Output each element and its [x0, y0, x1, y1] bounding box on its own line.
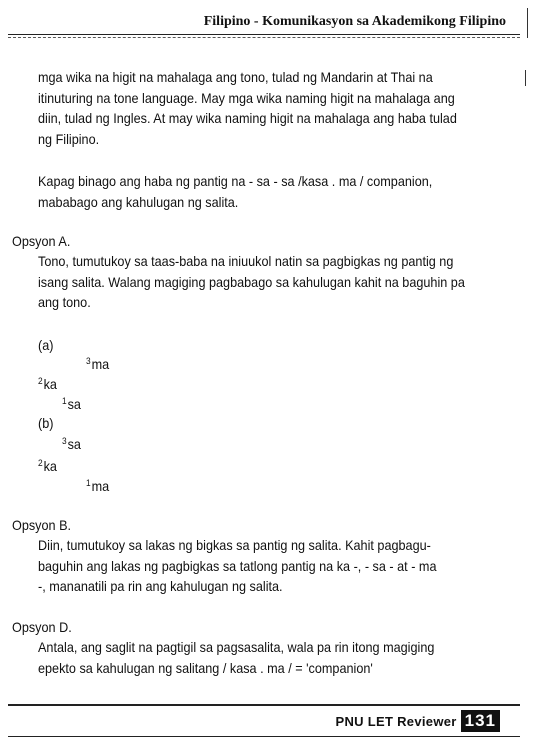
text-line: epekto sa kahulugan ng salitang / kasa . ma / = 'companion'	[38, 660, 373, 676]
paragraph-2	[38, 172, 432, 213]
text-line: isang salita. Walang magiging pagbabago sa kahulugan kahit na baguhin pa	[38, 274, 465, 290]
text-line: diin, tulad ng Ingles. At may wika naming higit na mahalaga ang haba tulad	[38, 111, 457, 127]
example-b-label: (b)	[38, 416, 54, 431]
text-line: itinuturing na tone language. May mga wika naming higit na mahalaga ang	[38, 90, 455, 106]
page-footer	[336, 710, 501, 732]
opsyon-b-text	[38, 536, 436, 598]
text-line: mga wika na higit na mahalaga ang tono, tulad ng Mandarin at Thai na	[38, 70, 433, 85]
example-a-syllable-ma: $^3$ma	[86, 356, 110, 372]
text-line: ng Filipino.	[38, 131, 100, 147]
example-b-syllable-ka: $^2$ka	[38, 458, 57, 474]
text-line: ang tono.	[38, 295, 91, 311]
paragraph-1	[38, 68, 457, 150]
example-a-syllable-ka: $^2$ka	[38, 376, 57, 392]
text-line: Diin, tumutukoy sa lakas ng bigkas sa pantig ng salita. Kahit pagbagu-	[38, 538, 431, 553]
page-header-title: Filipino - Komunikasyon sa Akademikong Filipino	[203, 14, 506, 29]
text-line: Antala, ang saglit na pagtigil sa pagsasalita, wala pa rin itong magiging	[38, 640, 435, 655]
text-line: Kapag binago ang haba ng pantig na - sa - sa /kasa . ma / companion,	[38, 174, 433, 189]
edge-mark	[525, 70, 526, 86]
example-b-syllable-ma: $^1$ma	[86, 478, 110, 494]
header-rule	[8, 34, 520, 35]
footer-rule-lower	[8, 736, 520, 737]
edge-mark	[527, 8, 528, 38]
example-a-syllable-sa: $^1$sa	[62, 396, 81, 412]
text-line: Tono, tumutukoy sa taas-baba na iniuukol natin sa pagbigkas ng pantig ng	[38, 254, 454, 269]
opsyon-d-text	[38, 638, 434, 679]
footer-title: PNU LET Reviewer	[335, 713, 457, 729]
text-line: baguhin ang lakas ng pagbigkas sa tatlong pantig na ka -, - sa - at - ma	[38, 558, 437, 574]
header-rule-dashed	[8, 37, 520, 38]
example-b-syllable-sa: $^3$sa	[62, 436, 81, 452]
text-line: -, mananatili pa rin ang kahulugan ng salita.	[38, 579, 283, 595]
opsyon-d-label: Opsyon D.	[12, 620, 72, 635]
text-line: mababago ang kahulugan ng salita.	[38, 194, 239, 210]
example-a-label: (a)	[38, 338, 54, 353]
opsyon-b-label: Opsyon B.	[12, 518, 72, 533]
footer-rule	[8, 704, 520, 706]
opsyon-a-label: Opsyon A.	[12, 234, 71, 249]
opsyon-a-text	[38, 252, 465, 314]
page-number: 131	[461, 710, 500, 732]
